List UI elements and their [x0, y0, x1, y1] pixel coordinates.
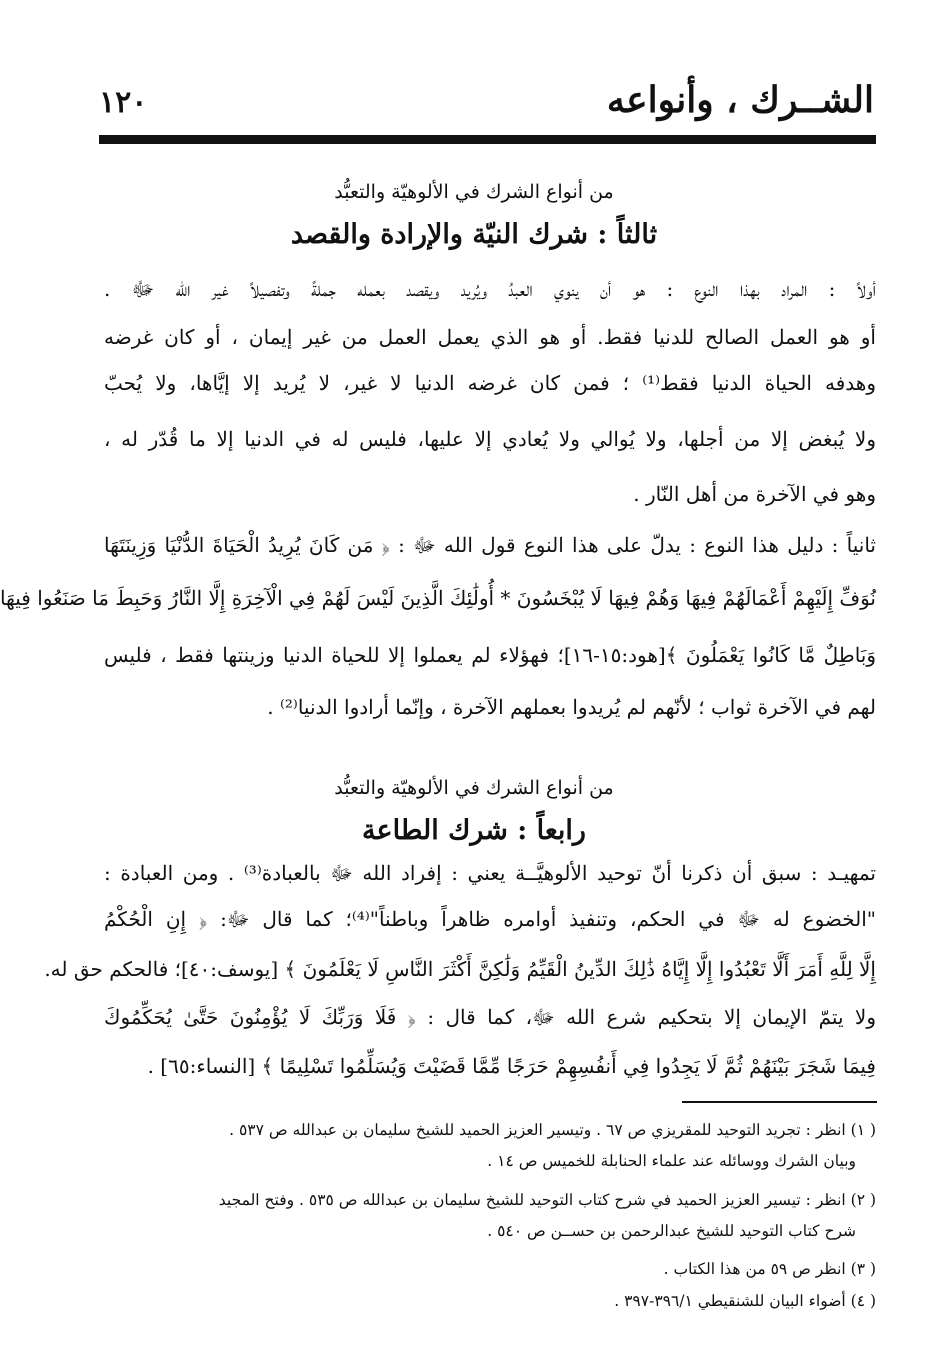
- section3-title: ثالثاً : شرك النيّة والإرادة والقصد: [290, 219, 658, 250]
- running-title: الشــرك ، وأنواعه: [606, 79, 874, 121]
- paragraph-line: ولا يُبغض إلا من أجلها، ولا يُوالي ولا يُعادي إلا عليها، فليس له في الدنيا إلا ما قُدّر له ،: [104, 427, 876, 451]
- paragraph-line: أولاً : المراد بهذا النوع : هو أن ينوي العبدُ ويُريد ويقصد بعمله جملةً وتفصيلاً غير الله ﷻ .: [104, 277, 876, 301]
- section4-subtitle: من أنواع الشرك في الألوهيّة والتعبُّد: [334, 777, 614, 799]
- running-header: [99, 78, 874, 128]
- footnote-line: ( ٤) أضواء البيان للشنقيطي ٣٩٦/١-٣٩٧ .: [614, 1292, 876, 1310]
- paragraph-line: ثانياً : دليل هذا النوع : يدلّ على هذا النوع قول الله ﷻ : ﴿ مَن كَانَ يُرِيدُ الْحَيَاةَ الدُّنْيَا وَزِينَتَهَا: [104, 533, 876, 557]
- page-number: ١٢٠: [99, 85, 148, 120]
- section3-subtitle: من أنواع الشرك في الألوهيّة والتعبُّد: [334, 181, 614, 203]
- paragraph-line: وهو في الآخرة من أهل النّار .: [633, 482, 876, 506]
- footnote-line: وبيان الشرك ووسائله عند علماء الحنابلة للخميس ص ١٤ .: [487, 1152, 856, 1170]
- paragraph-line: لهم في الآخرة ثواب ؛ لأنّهم لم يُريدوا بعملهم الآخرة ، وإنّما أرادوا الدنيا⁽²⁾ .: [267, 695, 876, 719]
- paragraph-line: ولا يتمّ الإيمان إلا بتحكيم شرع الله ﷻ، كما قال : ﴿ فَلَا وَرَبِّكَ لَا يُؤْمِنُونَ حَتَّىٰ يُحَكِّمُوكَ: [104, 1005, 876, 1029]
- paragraph-line: وَبَاطِلٌ مَّا كَانُوا يَعْمَلُونَ ﴾[هود:١٥-١٦]؛ فهؤلاء لم يعملوا إلا للحياة الدنيا وزينتها فقط ، فليس: [104, 643, 877, 667]
- paragraph-line: أو هو العمل الصالح للدنيا فقط. أو هو الذي يعمل العمل من غير إيمان ، أو كان غرضه: [104, 325, 876, 349]
- header-rule: [99, 135, 876, 144]
- quran-line: إِلَّا لِلَّهِ أَمَرَ أَلَّا تَعْبُدُوا إِلَّا إِيَّاهُ ذَٰلِكَ الدِّينُ الْقَيِّمُ وَلَٰكِنَّ أَكْثَرَ النَّاسِ لَا يَعْلَمُونَ ﴾ [يوسف:٤٠]؛ فالحكم حق له.: [44, 957, 876, 981]
- paragraph-line: تمهيـد : سبق أن ذكرنا أنّ توحيد الألوهيَّــة يعني : إفراد الله ﷻ بالعبادة⁽³⁾ . ومن العبادة :: [104, 861, 876, 885]
- quran-line: نُوَفِّ إِلَيْهِمْ أَعْمَالَهُمْ فِيهَا وَهُمْ فِيهَا لَا يُبْخَسُونَ * أُولَٰئِكَ الَّذِينَ لَيْسَ لَهُمْ فِي الْآخِرَةِ إِلَّا النَّارُ وَحَبِطَ مَا صَنَعُوا فِيهَا: [0, 586, 876, 610]
- paragraph-line: "الخضوع له ﷻ في الحكم، وتنفيذ أوامره ظاهراً وباطناً"⁽⁴⁾؛ كما قال ﷻ: ﴿ إِنِ الْحُكْمُ: [104, 907, 876, 931]
- section4-title: رابعاً : شرك الطاعة: [362, 815, 586, 846]
- footnote-line: ( ٣) انظر ص ٥٩ من هذا الكتاب .: [663, 1260, 876, 1278]
- footnote-rule: [682, 1101, 877, 1103]
- paragraph-line: وهدفه الحياة الدنيا فقط⁽¹⁾ ؛ فمن كان غرضه الدنيا لا غير، لا يُريد إلا إيَّاها، ولا يُحبّ: [104, 371, 876, 395]
- footnote-line: ( ١) انظر : تجريد التوحيد للمقريزي ص ٦٧ . وتيسير العزيز الحميد للشيخ سليمان بن عبدالله ص ٥٣٧ .: [229, 1121, 876, 1139]
- quran-line: فِيمَا شَجَرَ بَيْنَهُمْ ثُمَّ لَا يَجِدُوا فِي أَنفُسِهِمْ حَرَجًا مِّمَّا قَضَيْتَ وَيُسَلِّمُوا تَسْلِيمًا ﴾ [النساء:٦٥] .: [147, 1054, 876, 1078]
- footnote-line: شرح كتاب التوحيد للشيخ عبدالرحمن بن حســن ص ٥٤٠ .: [487, 1222, 856, 1240]
- footnote-line: ( ٢) انظر : تيسير العزيز الحميد في شرح كتاب التوحيد للشيخ سليمان بن عبدالله ص ٥٣٥ . وفتح المجيد: [218, 1191, 876, 1209]
